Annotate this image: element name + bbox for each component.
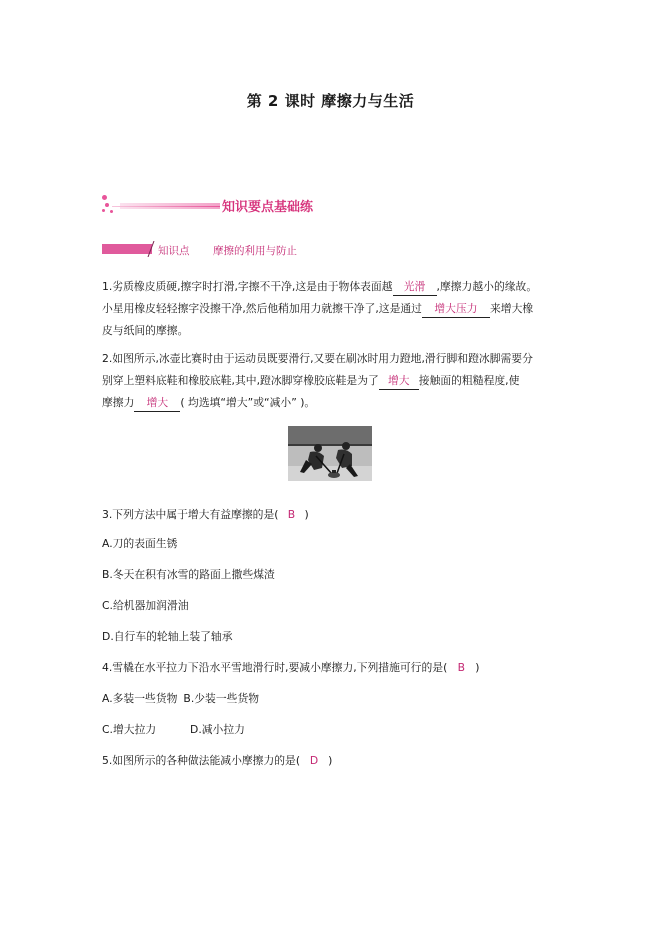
- q4-option-d: D.减小拉力: [190, 723, 245, 736]
- question-3-stem: [102, 504, 572, 526]
- q1-text: 来增大橡: [489, 302, 534, 315]
- section-title: 知识要点基础练: [222, 200, 314, 215]
- q1-text: 小星用橡皮轻轻擦字没擦干净,然后他稍加用力就擦干净了,这是通过: [102, 302, 422, 315]
- q3-option-a: A.刀的表面生锈: [102, 537, 178, 550]
- q4-stem-end: ): [475, 661, 480, 674]
- knowledge-point-topic: 摩擦的利用与防止: [213, 245, 297, 257]
- q4-answer: B: [457, 661, 465, 674]
- question-4-stem: [102, 657, 572, 679]
- q4-options-row-2: [102, 719, 572, 741]
- question-1-line-3: 皮与纸间的摩擦。: [102, 324, 189, 337]
- question-2-line-2: [102, 370, 572, 392]
- q3-option-d: D.自行车的轮轴上装了轴承: [102, 630, 233, 643]
- question-1: [102, 276, 572, 342]
- q5-stem-end: ): [328, 754, 333, 767]
- tag-slash-icon: [145, 241, 157, 257]
- curling-photo: [288, 426, 372, 481]
- q2-text: 别穿上塑料底鞋和橡胶底鞋,其中,蹬冰脚穿橡胶底鞋是为了: [102, 374, 379, 387]
- q2-text: 接触面的粗糙程度,使: [418, 374, 520, 387]
- q1-text: ,摩擦力越小的缘故。: [436, 280, 538, 293]
- question-2-line-3: [102, 392, 572, 414]
- section-banner: [102, 193, 332, 219]
- q2-blank-1: 增大: [379, 373, 419, 390]
- q5-stem-text: 5.如图所示的各种做法能减小摩擦力的是(: [102, 754, 301, 767]
- q3-option-b: B.冬天在积有冰雪的路面上撒些煤渣: [102, 568, 275, 581]
- q4-option-a: A.多装一些货物: [102, 692, 178, 705]
- q4-option-b: B.少装一些货物: [183, 692, 260, 705]
- page-title: 第 2 课时 摩擦力与生活: [246, 92, 415, 110]
- q3-stem-text: 3.下列方法中属于增大有益摩擦的是(: [102, 508, 279, 521]
- q3-answer: B: [287, 508, 296, 521]
- q4-stem-text: 4.雪橇在水平拉力下沿水平雪地滑行时,要减小摩擦力,下列措施可行的是(: [102, 661, 448, 674]
- banner-dot: [102, 209, 105, 212]
- q1-text: 1.劣质橡皮质硬,擦字时打滑,字擦不干净,这是由于物体表面越: [102, 280, 393, 293]
- knowledge-point-header: [102, 241, 422, 261]
- banner-dots-decoration: [102, 195, 116, 215]
- question-1-line-1: [102, 276, 572, 298]
- question-2: [102, 348, 572, 414]
- question-2-line-1: 2.如图所示,冰壶比赛时由于运动员既要滑行,又要在刷冰时用力蹬地,滑行脚和蹬冰脚需要分: [102, 352, 533, 365]
- q5-answer: D: [309, 754, 319, 767]
- banner-dot: [105, 203, 109, 207]
- question-4: [102, 657, 572, 679]
- q3-stem-end: ): [304, 508, 309, 521]
- banner-dot: [102, 195, 107, 200]
- q3-option-c: C.给机器加润滑油: [102, 599, 189, 612]
- question-5: [102, 750, 572, 772]
- question-3: [102, 504, 572, 526]
- question-5-stem: [102, 750, 572, 772]
- q4-options-row-1: [102, 688, 572, 710]
- q1-blank-2: 增大压力: [422, 301, 490, 318]
- q1-blank-1: 光滑: [393, 279, 437, 296]
- q2-text: 摩擦力: [102, 396, 135, 409]
- q2-blank-2: 增大: [134, 395, 180, 412]
- banner-dot: [110, 210, 113, 213]
- question-1-line-2: [102, 298, 572, 320]
- banner-line: [112, 206, 220, 207]
- q4-option-c: C.增大拉力: [102, 723, 157, 736]
- q2-text: ( 均选填“增大”或“减小” )。: [180, 396, 316, 409]
- knowledge-point-label: 知识点: [158, 245, 190, 257]
